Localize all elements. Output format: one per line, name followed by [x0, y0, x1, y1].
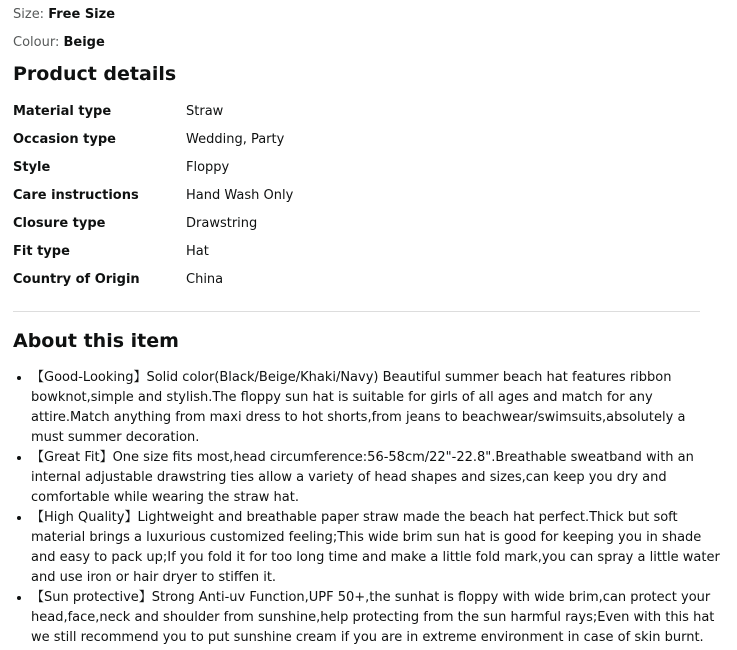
- about-bullet-list: [13, 368, 721, 648]
- product-details-table: [13, 97, 293, 293]
- table-row: [13, 265, 293, 293]
- detail-value: Floppy: [186, 159, 230, 175]
- detail-label: Fit type: [13, 243, 70, 259]
- section-divider: [13, 311, 700, 312]
- detail-label: Country of Origin: [13, 271, 140, 287]
- size-label: Size:: [13, 7, 49, 22]
- variation-size: [13, 6, 115, 24]
- colour-label: Colour:: [13, 35, 64, 50]
- detail-value: Hand Wash Only: [186, 187, 294, 203]
- list-item: • 【Great Fit】One size fits most,head circumference:56-58cm/22"-22.8".Breathable sweatband with an internal adjustable drawstring ties allow a variety of head shapes and sizes,can keep you dry and comfortable while wearing the straw hat.: [31, 448, 721, 508]
- table-row: [13, 181, 293, 209]
- detail-value: Drawstring: [186, 215, 258, 231]
- colour-value: Beige: [63, 35, 105, 50]
- detail-label: Care instructions: [13, 187, 139, 203]
- detail-label: Closure type: [13, 215, 106, 231]
- detail-value: Wedding, Party: [186, 131, 285, 147]
- variation-colour: [13, 34, 105, 52]
- table-row: [13, 209, 293, 237]
- detail-label: Style: [13, 159, 51, 175]
- size-value: Free Size: [48, 7, 116, 22]
- detail-label: Occasion type: [13, 131, 116, 147]
- list-item: • 【Sun protective】Strong Anti-uv Function,UPF 50+,the sunhat is floppy with wide brim,can protect your head,face,neck and shoulder from sunshine,help protecting from the sun harmful rays;Even with this hat we still recommend you to put sunshine cream if you are in extreme environment in case of skin burnt.: [31, 588, 721, 648]
- detail-value: China: [186, 271, 224, 287]
- list-item: • 【Good-Looking】Solid color(Black/Beige/Khaki/Navy) Beautiful summer beach hat features ribbon bowknot,simple and stylish.The floppy sun hat is suitable for girls of all ages and match for any attire.Match anything from maxi dress to hot shorts,from jeans to beachwear/swimsuits,absolutely a must summer decoration.: [31, 368, 721, 448]
- table-row: [13, 153, 293, 181]
- table-row: [13, 125, 293, 153]
- detail-value: Hat: [186, 243, 209, 259]
- detail-label: Material type: [13, 103, 112, 119]
- detail-value: Straw: [186, 103, 224, 119]
- table-row: [13, 237, 293, 265]
- list-item: • 【High Quality】Lightweight and breathable paper straw made the beach hat perfect.Thick but soft material brings a luxurious customized feeling;This wide brim sun hat is good for keeping you in shade and easy to pack up;If you fold it for too long time and make a little fold mark,you can spray a little water and use iron or hair dryer to stiffen it.: [31, 508, 721, 588]
- table-row: [13, 97, 293, 125]
- product-details-title: Product details: [13, 63, 177, 85]
- about-this-item-title: About this item: [13, 330, 179, 352]
